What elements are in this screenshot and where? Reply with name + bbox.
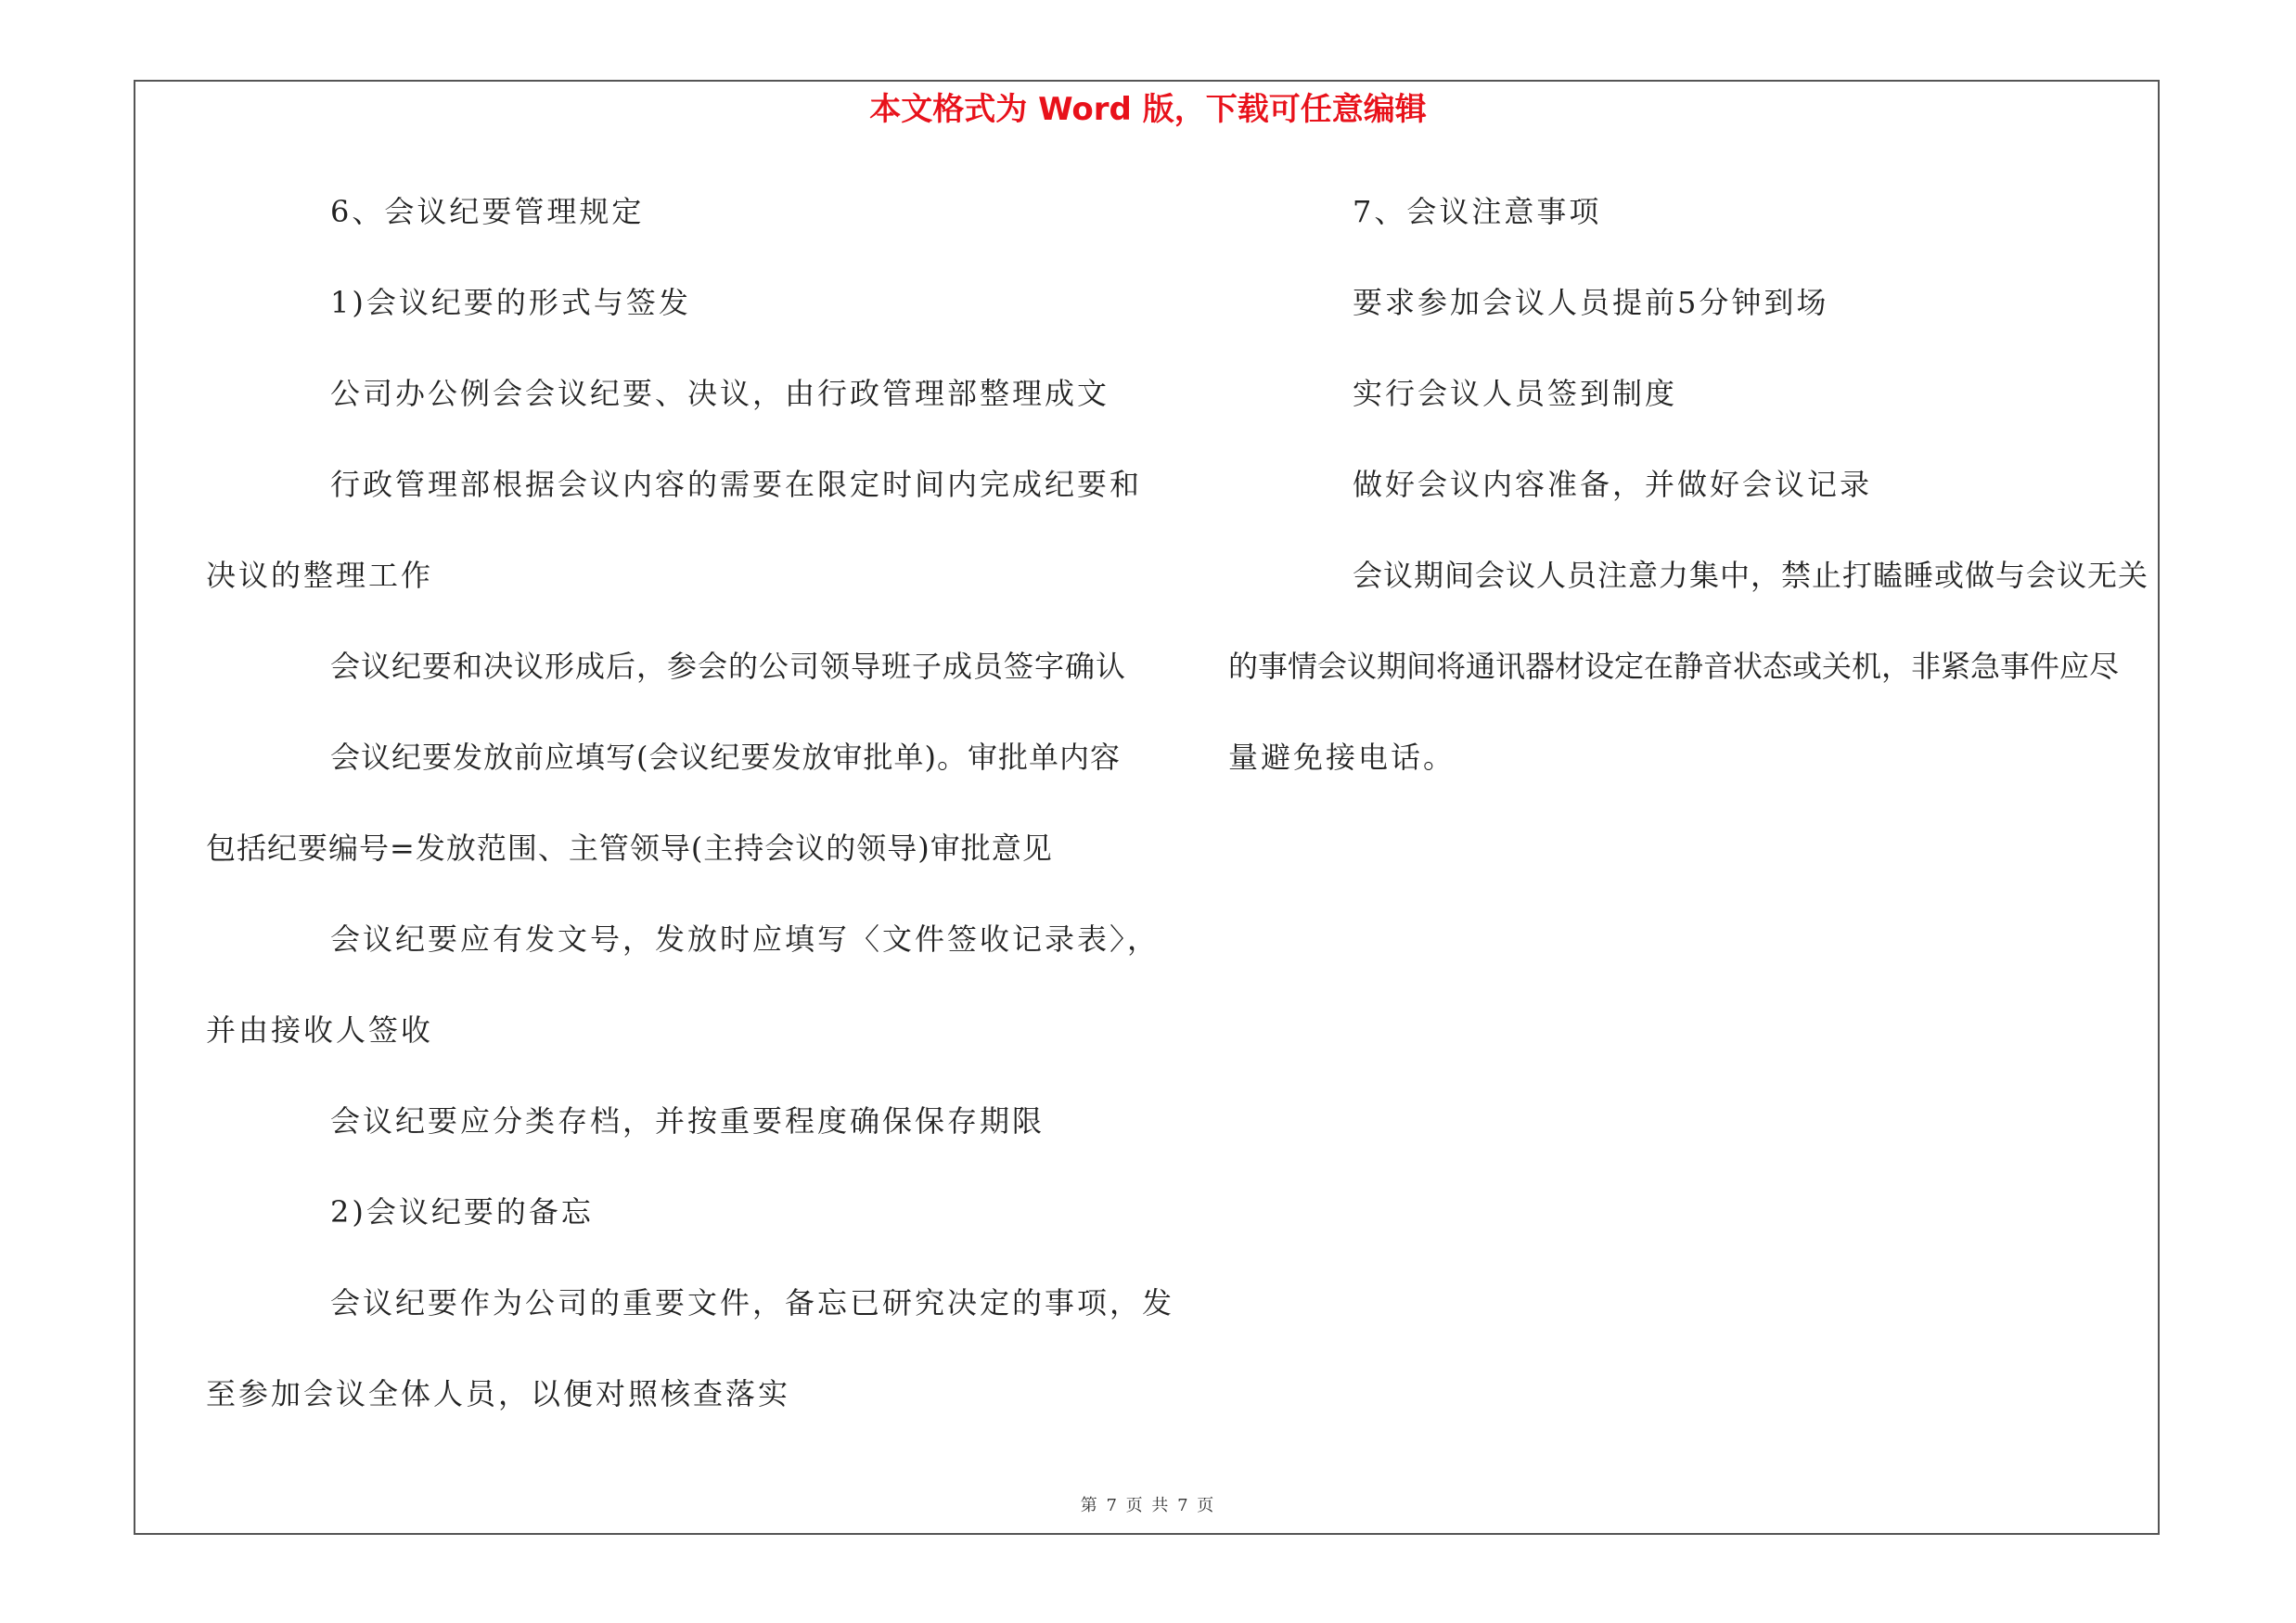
paragraph-line: 要求参加会议人员提前5分钟到场 xyxy=(1353,285,1829,320)
subsection-heading: 1)会议纪要的形式与签发 xyxy=(330,285,691,320)
paragraph-line: 会议纪要作为公司的重要文件，备忘已研究决定的事项，发 xyxy=(330,1285,1175,1320)
paragraph-line: 会议纪要应有发文号，发放时应填写〈文件签收记录表〉， xyxy=(330,921,1161,957)
section-heading: 7、会议注意事项 xyxy=(1353,194,1602,229)
paragraph-line: 会议纪要发放前应填写(会议纪要发放审批单)。审批单内容 xyxy=(330,740,1121,775)
paragraph-line: 的事情会议期间将通讯器材设定在静音状态或关机，非紧急事件应尽 xyxy=(1228,649,2120,684)
paragraph-line: 会议纪要和决议形成后，参会的公司领导班子成员签字确认 xyxy=(330,649,1127,684)
page-number: 第 7 页 共 7 页 xyxy=(1080,1496,1216,1515)
paragraph-line: 并由接收人签收 xyxy=(206,1012,434,1048)
paragraph-line: 包括纪要编号=发放范围、主管领导(主持会议的领导)审批意见 xyxy=(206,831,1053,866)
paragraph-line: 做好会议内容准备，并做好会议记录 xyxy=(1353,467,1873,502)
paragraph-line: 至参加会议全体人员，以便对照核查落实 xyxy=(206,1376,791,1411)
paragraph-line: 公司办公例会会议纪要、决议，由行政管理部整理成文 xyxy=(330,376,1110,411)
paragraph-line: 会议纪要应分类存档，并按重要程度确保保存期限 xyxy=(330,1103,1045,1139)
document-banner: 本文格式为 Word 版，下载可任意编辑 xyxy=(869,91,1427,128)
paragraph-line: 量避免接电话。 xyxy=(1228,740,1456,775)
paragraph-line: 决议的整理工作 xyxy=(206,558,434,593)
paragraph-line: 行政管理部根据会议内容的需要在限定时间内完成纪要和 xyxy=(330,467,1143,502)
section-heading: 6、会议纪要管理规定 xyxy=(330,194,645,229)
paragraph-line: 实行会议人员签到制度 xyxy=(1353,376,1678,411)
subsection-heading: 2)会议纪要的备忘 xyxy=(330,1194,594,1230)
paragraph-line: 会议期间会议人员注意力集中，禁止打瞌睡或做与会议无关 xyxy=(1353,558,2149,593)
